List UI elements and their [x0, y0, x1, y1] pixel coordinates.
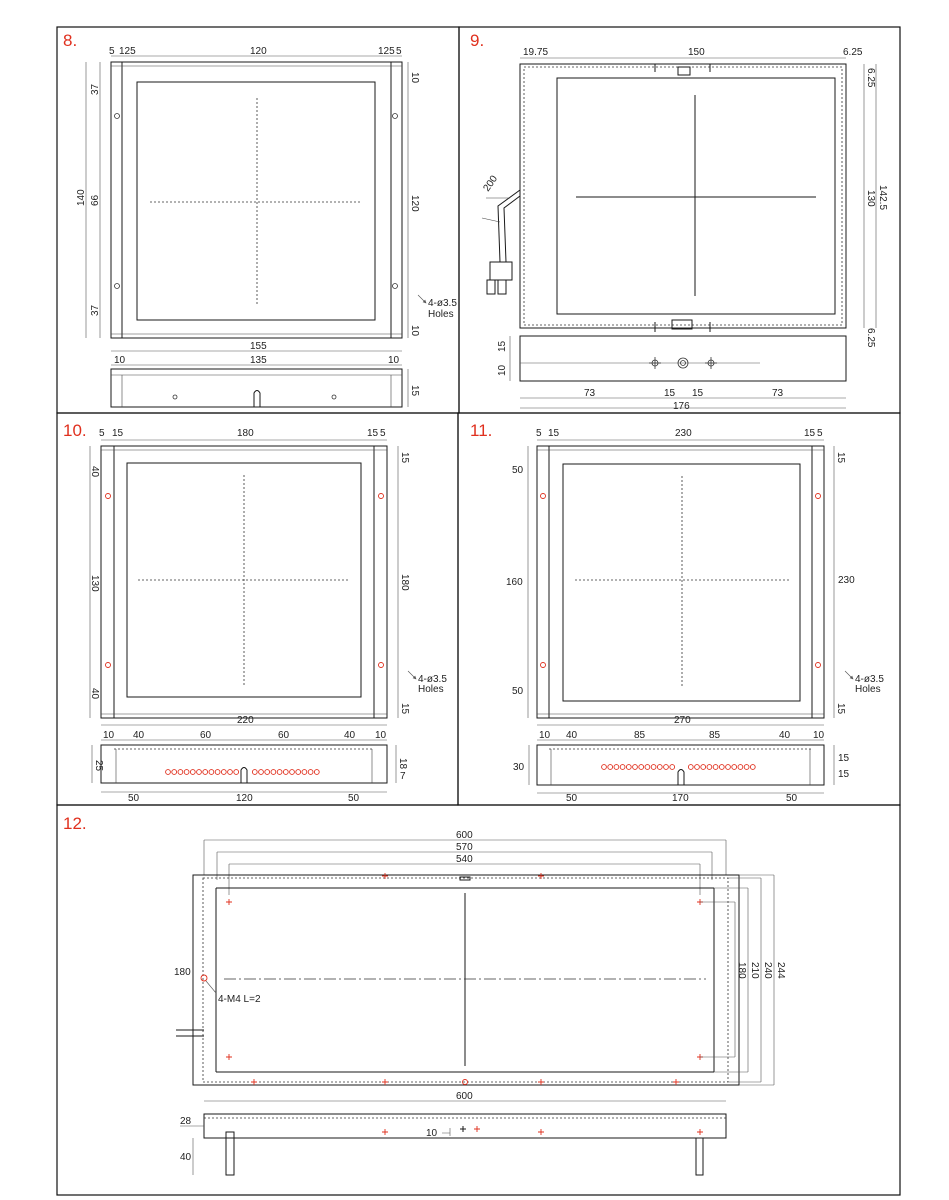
led-hole — [271, 770, 276, 775]
dim-label: 66 — [90, 194, 101, 206]
dim-label: 5 — [396, 46, 402, 57]
dim-label: 15 — [548, 428, 560, 439]
dim-label: 40 — [566, 730, 578, 741]
dim-label: 37 — [90, 83, 101, 95]
mount-hole — [115, 284, 120, 289]
mount-hole — [393, 114, 398, 119]
dim-label: 7 — [400, 771, 406, 782]
dim-label: 40 — [180, 1152, 192, 1163]
led-hole — [228, 770, 233, 775]
led-hole — [296, 770, 301, 775]
dim-label: 10 — [409, 72, 420, 84]
mount-note: 4-M4 L=2 — [218, 994, 261, 1005]
dim-label: 60 — [200, 730, 212, 741]
dim-label: 85 — [709, 730, 721, 741]
dim-label: 120 — [250, 46, 267, 57]
dim-label: 15 — [692, 388, 704, 399]
dim-label: 120 — [236, 793, 253, 804]
dim-label: 180 — [174, 967, 191, 978]
dim-label: 15 — [838, 769, 850, 780]
dim-label: 10 — [388, 355, 400, 366]
mount-hole — [115, 114, 120, 119]
led-hole — [265, 770, 270, 775]
led-hole — [277, 770, 282, 775]
dim-label: 5 — [380, 428, 386, 439]
panel-9-drawing — [481, 47, 888, 412]
dim-label: 10 — [375, 730, 387, 741]
led-hole — [608, 765, 613, 770]
dim-label: 15 — [804, 428, 816, 439]
panel-12-frame — [57, 805, 900, 1195]
led-hole — [308, 770, 313, 775]
panel-10-number: 10. — [63, 421, 87, 440]
dim-label: 73 — [584, 388, 596, 399]
dim-label: 180 — [736, 962, 747, 979]
dim-label: 130 — [865, 190, 876, 207]
led-hole — [633, 765, 638, 770]
led-hole — [203, 770, 208, 775]
dim-label: 50 — [348, 793, 360, 804]
dim-label: 28 — [180, 1116, 192, 1127]
dim-label: 125 — [119, 46, 136, 57]
dim-label: 160 — [506, 577, 523, 588]
led-hole — [738, 765, 743, 770]
dim-label: 6.25 — [865, 68, 876, 88]
dim-label: 230 — [675, 428, 692, 439]
dim-label: 50 — [512, 465, 524, 476]
hole-note: 4-ø3.5 — [418, 674, 447, 685]
dim-label: 40 — [89, 466, 100, 478]
dim-label: 270 — [674, 715, 691, 726]
dim-label: 15 — [399, 452, 410, 464]
dim-label: 120 — [409, 195, 420, 212]
led-hole — [614, 765, 619, 770]
dim-label: 15 — [112, 428, 124, 439]
dim-label: 130 — [89, 575, 100, 592]
led-hole — [744, 765, 749, 770]
dim-label: 230 — [838, 575, 855, 586]
led-hole — [234, 770, 239, 775]
panel-12-number: 12. — [63, 814, 87, 833]
led-hole — [302, 770, 307, 775]
panel-8-number: 8. — [63, 31, 78, 50]
led-hole — [719, 765, 724, 770]
dim-label: 220 — [237, 715, 254, 726]
dim-label: 125 — [378, 46, 395, 57]
led-hole — [314, 770, 319, 775]
dim-label: 15 — [367, 428, 379, 439]
dim-label: 10 — [426, 1128, 438, 1139]
dim-label: 135 — [250, 355, 267, 366]
dim-label: 5 — [99, 428, 105, 439]
panel-11-drawing — [506, 428, 884, 804]
panel-11-number: 11. — [470, 421, 493, 440]
panel-12-drawing — [174, 830, 786, 1175]
led-hole — [620, 765, 625, 770]
cable-label: 200 — [481, 173, 501, 194]
dim-label: 5 — [817, 428, 823, 439]
led-hole — [602, 765, 607, 770]
dim-label: 40 — [344, 730, 356, 741]
dim-label: 19.75 — [523, 47, 549, 58]
dim-label: 10 — [539, 730, 551, 741]
panel-9-number: 9. — [470, 31, 485, 50]
dim-label: 18 — [397, 758, 408, 770]
dim-label: 6.25 — [843, 47, 863, 58]
dim-label: 10 — [497, 364, 508, 376]
led-hole — [670, 765, 675, 770]
led-hole — [750, 765, 755, 770]
led-hole — [221, 770, 226, 775]
dim-label: 5 — [109, 46, 115, 57]
dim-label: 155 — [250, 341, 267, 352]
led-hole — [639, 765, 644, 770]
led-hole — [651, 765, 656, 770]
dim-label: 85 — [634, 730, 646, 741]
hole-note: 4-ø3.5 — [428, 298, 457, 309]
dim-label: 15 — [399, 703, 410, 715]
led-hole — [688, 765, 693, 770]
led-hole — [695, 765, 700, 770]
led-hole — [259, 770, 264, 775]
dim-label: 30 — [513, 762, 525, 773]
panel-10-drawing — [89, 428, 447, 804]
led-hole — [657, 765, 662, 770]
dim-label: 50 — [566, 793, 578, 804]
dim-label: 10 — [409, 325, 420, 337]
dim-label: 15 — [664, 388, 676, 399]
dim-label: 540 — [456, 854, 473, 865]
dim-label: 600 — [456, 1091, 473, 1102]
dim-label: 10 — [103, 730, 115, 741]
led-hole — [645, 765, 650, 770]
dim-label: 10 — [114, 355, 126, 366]
led-hole — [252, 770, 257, 775]
dim-label: 240 — [762, 962, 773, 979]
led-hole — [290, 770, 295, 775]
hole-note: 4-ø3.5 — [855, 674, 884, 685]
led-hole — [626, 765, 631, 770]
dim-label: 37 — [90, 304, 101, 316]
panel-8-drawing — [76, 46, 457, 407]
led-hole — [197, 770, 202, 775]
led-hole — [701, 765, 706, 770]
dim-label: 40 — [133, 730, 145, 741]
dim-label: 6.25 — [865, 328, 876, 348]
led-hole — [178, 770, 183, 775]
dim-label: 600 — [456, 830, 473, 841]
dim-label: 142.5 — [877, 185, 888, 211]
dim-label: 50 — [128, 793, 140, 804]
dim-label: 50 — [512, 686, 524, 697]
dim-label: 50 — [786, 793, 798, 804]
dim-label: 5 — [536, 428, 542, 439]
dim-label: 150 — [688, 47, 705, 58]
led-hole — [184, 770, 189, 775]
hole-note: Holes — [855, 684, 881, 695]
dim-label: 244 — [775, 962, 786, 979]
dim-label: 40 — [89, 688, 100, 700]
dim-label: 15 — [838, 753, 850, 764]
led-hole — [713, 765, 718, 770]
mount-hole — [393, 284, 398, 289]
dim-label: 170 — [672, 793, 689, 804]
dim-label: 15 — [409, 385, 420, 397]
dim-label: 60 — [278, 730, 290, 741]
led-hole — [726, 765, 731, 770]
hole-note: Holes — [418, 684, 444, 695]
led-hole — [166, 770, 171, 775]
dim-label: 176 — [673, 401, 690, 412]
led-hole — [209, 770, 214, 775]
hole-note: Holes — [428, 309, 454, 320]
dim-label: 15 — [835, 452, 846, 464]
dim-label: 140 — [76, 189, 87, 206]
dim-label: 10 — [813, 730, 825, 741]
dim-label: 15 — [835, 703, 846, 715]
dim-label: 570 — [456, 842, 473, 853]
led-hole — [732, 765, 737, 770]
led-hole — [707, 765, 712, 770]
dim-label: 210 — [749, 962, 760, 979]
panel-9-frame — [459, 27, 900, 413]
led-hole — [283, 770, 288, 775]
dim-label: 40 — [779, 730, 791, 741]
dim-label: 73 — [772, 388, 784, 399]
dim-label: 15 — [497, 340, 508, 352]
led-hole — [190, 770, 195, 775]
dim-label: 180 — [237, 428, 254, 439]
led-hole — [215, 770, 220, 775]
dim-label: 180 — [399, 574, 410, 591]
dim-label: 25 — [93, 760, 104, 772]
led-hole — [664, 765, 669, 770]
led-hole — [172, 770, 177, 775]
